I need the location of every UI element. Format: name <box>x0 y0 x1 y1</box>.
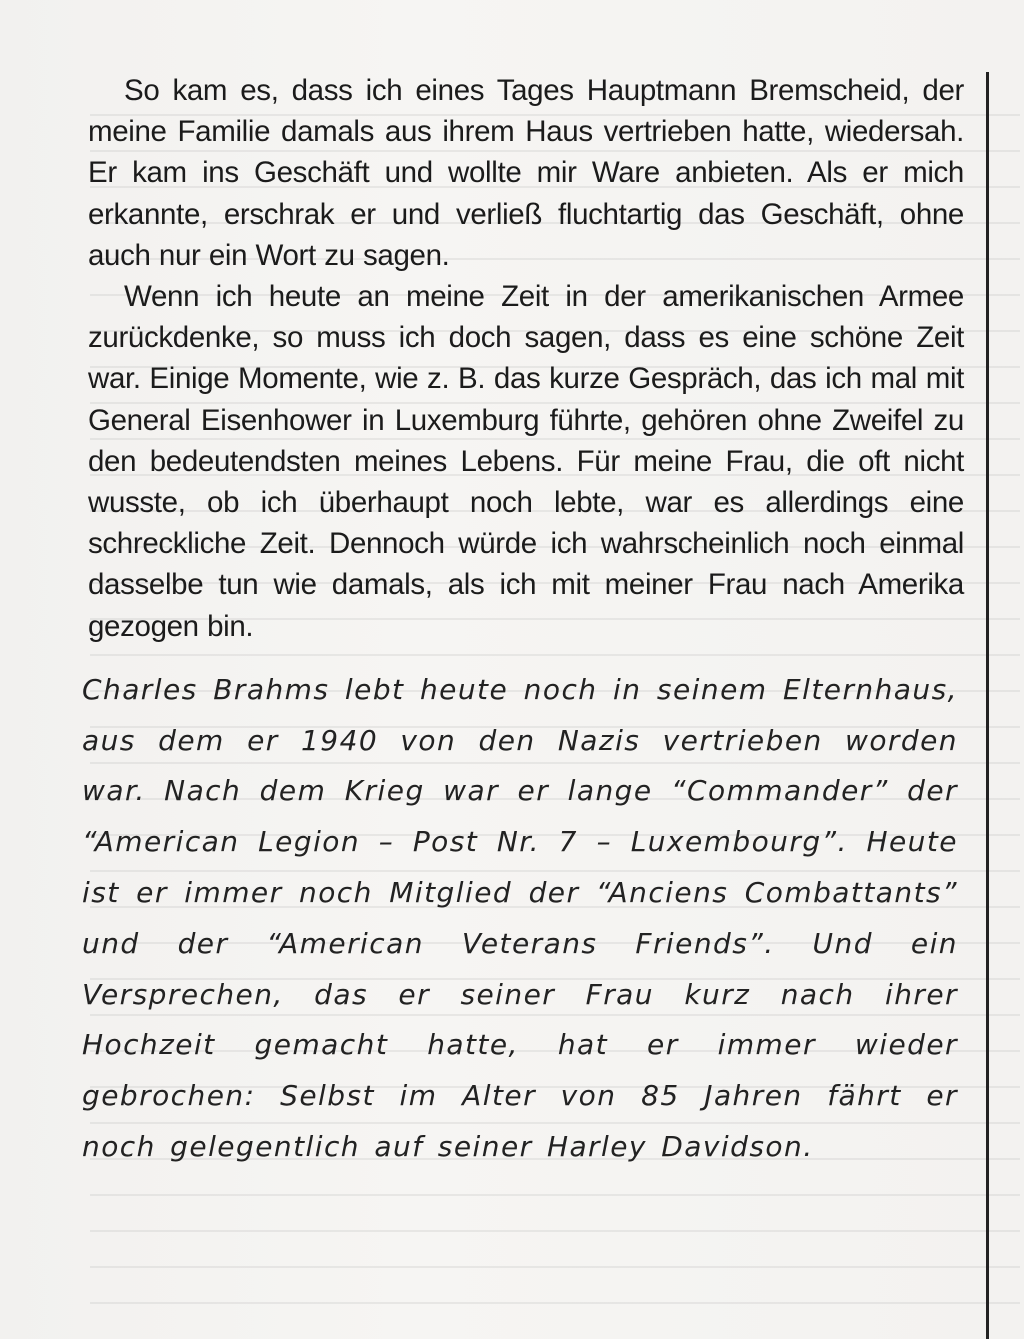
paragraph-1: So kam es, dass ich eines Tages Hauptmann Bremscheid, der meine Familie damals aus ihrem Haus vertrieben hatte, wiedersah. Er kam ins Geschäft und wollte mir Ware anbieten. Als er mich erkannte, erschrak er und verließ fluchtartig das Geschäft, ohne auch nur ein Wort zu sagen. <box>88 74 964 272</box>
biography-note: Charles Brahms lebt heute noch in seinem Elternhaus, aus dem er 1940 von den Nazis vertrieben worden war. Nach dem Krieg war er lange “Commander” der “American Legion – Post Nr. 7 – Luxembourg”. Heute ist er immer noch Mitglied der “Anciens Combattants” und der “American Veterans Friends”. Und ein Versprechen, das er seiner Frau kurz nach ihrer Hochzeit gemacht hatte, hat er immer wieder gebrochen: Selbst im Alter von 85 Jahren fährt er noch gelegentlich auf seiner Harley Davidson. <box>82 672 958 1164</box>
text-column <box>82 70 964 1173</box>
column-rule <box>986 72 989 1339</box>
paragraph-2: Wenn ich heute an meine Zeit in der amerikanischen Armee zurückdenke, so muss ich doch sagen, dass es eine schöne Zeit war. Einige Momente, wie z. B. das kurze Gespräch, das ich mal mit General Eisenhower in Luxemburg führte, gehören ohne Zweifel zu den bedeutendsten meines Lebens. Für meine Frau, die oft nicht wusste, ob ich überhaupt noch lebte, war es allerdings eine schreckliche Zeit. Dennoch würde ich wahrscheinlich noch einmal dasselbe tun wie damals, als ich mit meiner Frau nach Amerika gezogen bin. <box>88 280 964 643</box>
